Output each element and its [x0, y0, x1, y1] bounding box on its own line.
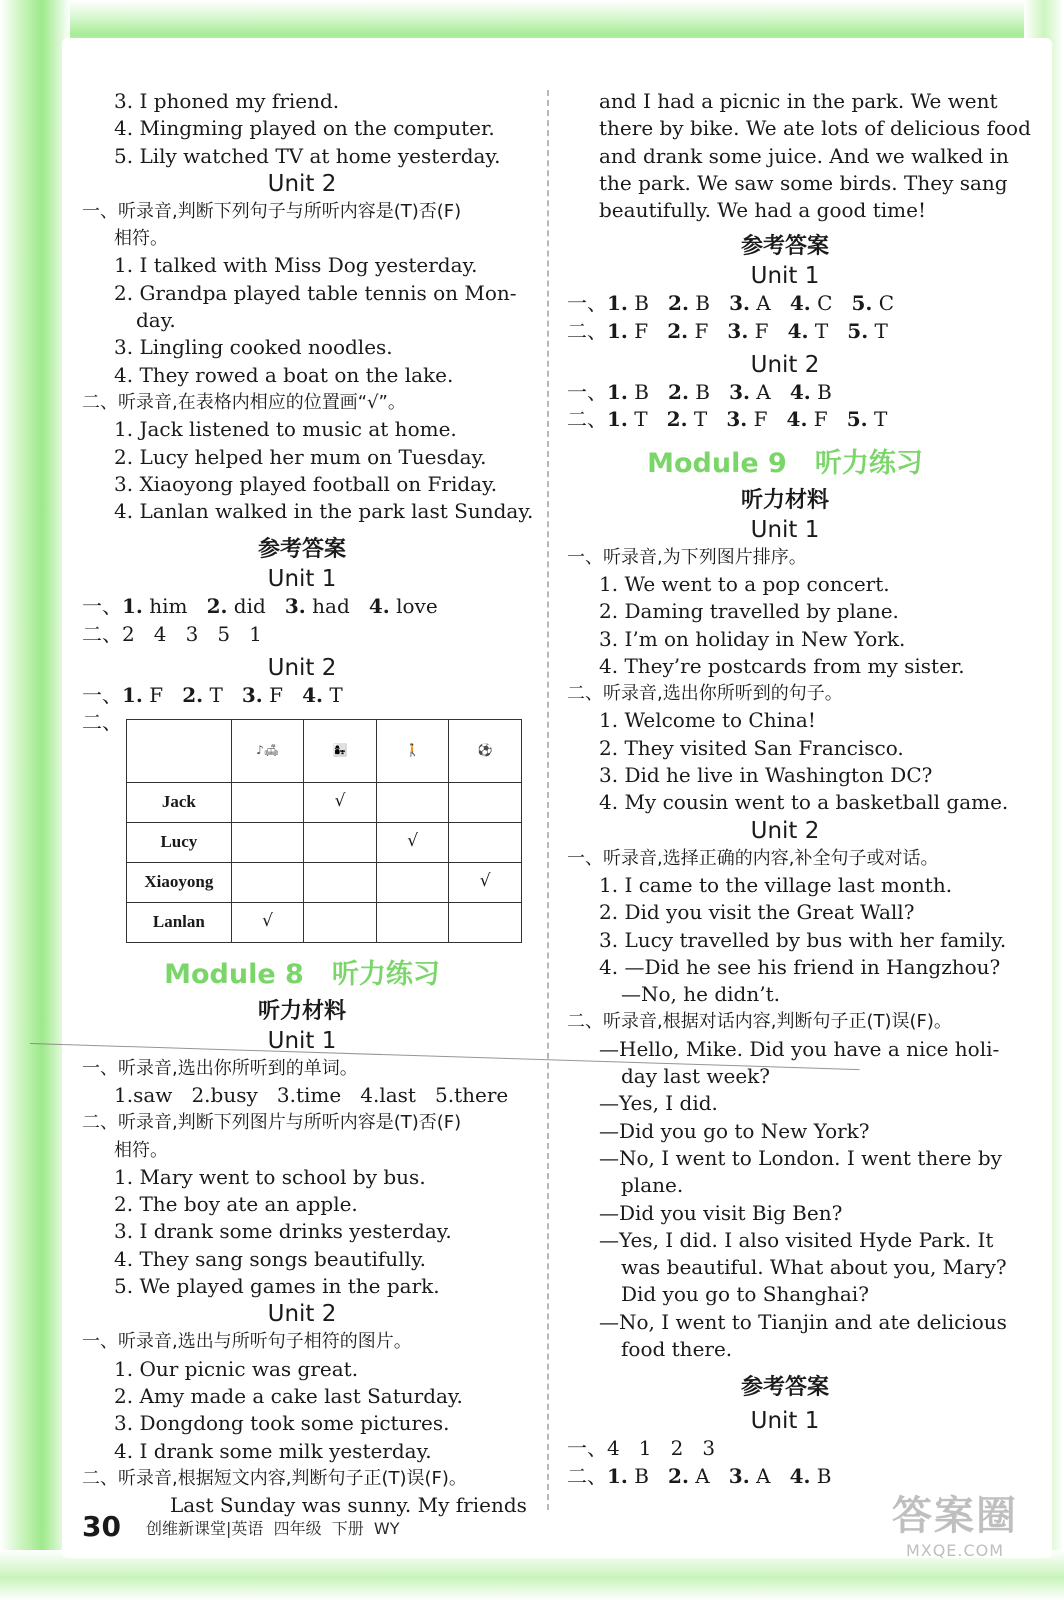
- list-item: 2. Amy made a cake last Saturday.: [114, 1383, 463, 1408]
- answer-number: 1.: [607, 1463, 628, 1488]
- answer-number: 3.: [729, 380, 750, 405]
- answer-value: T: [322, 683, 343, 708]
- list-item: 1. I came to the village last month.: [599, 872, 953, 897]
- section-marker: 一、: [82, 683, 122, 708]
- module-name: Module 8: [164, 958, 304, 990]
- answer-line: 一、4 1 2 3: [567, 1436, 716, 1461]
- answer-value: F: [627, 318, 668, 343]
- module-title: [567, 442, 1003, 486]
- answer-number: 5.: [846, 407, 868, 432]
- answer-value: T: [808, 318, 848, 343]
- answers-heading: 参考答案: [740, 234, 829, 260]
- watermark: [870, 1484, 1040, 1560]
- answer-number: 3.: [726, 407, 748, 432]
- instruction: 二、听录音,判断下列图片与所听内容是(T)否(F): [82, 1112, 462, 1134]
- answer-value: A: [688, 1463, 729, 1488]
- list-item: 4. Lanlan walked in the park last Sunday.: [114, 499, 534, 524]
- answer-value: B: [627, 380, 669, 405]
- answer-value: F: [747, 407, 787, 432]
- answer-number: 4.: [302, 683, 323, 708]
- check-cell: √: [449, 862, 522, 902]
- list-item: 3. Did he live in Washington DC?: [599, 763, 933, 788]
- list-item: 1. Jack listened to music at home.: [114, 417, 457, 442]
- answer-number: 4.: [789, 291, 811, 316]
- row-name: Jack: [127, 782, 232, 822]
- list-item: 4. I drank some milk yesterday.: [114, 1438, 432, 1463]
- check-cell: [231, 862, 304, 902]
- check-cell: √: [376, 822, 449, 862]
- answer-value: T: [687, 407, 727, 432]
- answer-number: 2.: [182, 683, 204, 708]
- page-frame-left: [0, 0, 70, 1600]
- answer-number: 2.: [668, 291, 689, 316]
- answer-value: B: [810, 380, 832, 405]
- dialogue-line: —Yes, I did. I also visited Hyde Park. It: [599, 1227, 994, 1252]
- answer-value: T: [867, 407, 888, 432]
- text-line: 4. Mingming played on the computer.: [114, 116, 495, 141]
- unit-title: Unit 2: [267, 655, 337, 682]
- list-item-cont: day.: [136, 308, 176, 333]
- answer-number: 4.: [368, 594, 390, 619]
- answer-value: A: [749, 1463, 790, 1488]
- answer-number: 1.: [607, 407, 628, 432]
- module-title: [82, 953, 522, 997]
- row-name: Lucy: [127, 822, 232, 862]
- picture-cell: [304, 719, 377, 782]
- unit-title: Unit 1: [267, 1027, 337, 1054]
- picture-cell: [231, 719, 304, 782]
- answer-line: [567, 406, 1003, 433]
- instruction: 一、听录音,为下列图片排序。: [567, 546, 807, 568]
- list-item: 4. They rowed a boat on the lake.: [114, 362, 454, 387]
- text-line: 3. I phoned my friend.: [114, 89, 340, 113]
- list-item: 3. I drank some drinks yesterday.: [114, 1219, 452, 1244]
- list-item: 3. Lucy travelled by bus with her family.: [599, 927, 1007, 952]
- answer-number: 3.: [729, 291, 750, 316]
- answer-value: love: [389, 594, 438, 619]
- row-name: Xiaoyong: [127, 862, 232, 902]
- answer-value: F: [142, 683, 183, 708]
- materials-heading: 听力材料: [740, 487, 829, 513]
- check-cell: [449, 782, 522, 822]
- list-item: 3. Dongdong took some pictures.: [114, 1411, 450, 1436]
- answer-value: did: [227, 594, 285, 619]
- list-item: 3. Lingling cooked noodles.: [114, 335, 393, 360]
- answer-value: B: [688, 380, 730, 405]
- right-column: [567, 88, 1031, 1490]
- section-marker: 一、: [567, 291, 607, 316]
- book-info: 创维新课堂|英语 四年级 下册 WY: [146, 1519, 400, 1538]
- answer-number: 2.: [667, 318, 689, 343]
- instruction: 二、听录音,根据对话内容,判断句子正(T)误(F)。: [567, 1011, 952, 1033]
- list-item: 1. We went to a pop concert.: [599, 571, 890, 596]
- answer-value: A: [749, 380, 790, 405]
- check-cell: [304, 862, 377, 902]
- answer-value: T: [868, 318, 888, 343]
- answer-value: B: [810, 1463, 832, 1488]
- answer-table: [126, 719, 522, 943]
- answer-value: B: [688, 291, 730, 316]
- answer-value: F: [688, 318, 728, 343]
- unit-title: Unit 2: [267, 170, 337, 197]
- picture-cell: [449, 719, 522, 782]
- passage-line: beautifully. We had a good time!: [599, 198, 926, 223]
- unit-title: Unit 2: [750, 352, 820, 379]
- answer-number: 1.: [607, 380, 628, 405]
- unit-title: Unit 1: [267, 566, 337, 593]
- dialogue-line: —Yes, I did.: [599, 1091, 718, 1116]
- list-item-cont: —No, he didn’t.: [621, 982, 780, 1007]
- instruction: 一、听录音,选择正确的内容,补全句子或对话。: [567, 847, 939, 869]
- answer-number: 3.: [728, 1463, 750, 1488]
- answer-line: [567, 379, 1003, 406]
- instruction: 一、听录音,选出你所听到的单词。: [82, 1057, 358, 1079]
- list-item: 4. —Did he see his friend in Hangzhou?: [599, 954, 1001, 979]
- answer-value: F: [807, 407, 847, 432]
- list-item: 2. Daming travelled by plane.: [599, 599, 899, 624]
- check-cell: [376, 862, 449, 902]
- list-item: 2. Lucy helped her mum on Tuesday.: [114, 444, 487, 469]
- answer-line: [82, 682, 522, 709]
- check-cell: [304, 902, 377, 942]
- instruction: 一、听录音,判断下列句子与所听内容是(T)否(F): [82, 200, 462, 222]
- word-list: 1.saw 2.busy 3.time 4.last 5.there: [114, 1082, 509, 1107]
- passage-start: Last Sunday was sunny. My friends: [170, 1493, 527, 1518]
- dialogue-line: was beautiful. What about you, Mary?: [621, 1255, 1007, 1280]
- column-divider: [547, 90, 549, 1510]
- check-cell: √: [231, 902, 304, 942]
- passage-line: and drank some juice. And we walked in: [599, 143, 1009, 168]
- check-cell: [449, 902, 522, 942]
- dialogue-line: plane.: [621, 1173, 684, 1198]
- check-cell: [376, 782, 449, 822]
- dialogue-line: —No, I went to London. I went there by: [599, 1145, 1002, 1170]
- unit-title: Unit 2: [267, 1301, 337, 1328]
- list-item: 2. Grandpa played table tennis on Mon-: [114, 280, 517, 305]
- music-picture-icon: ♪🛋: [256, 743, 279, 758]
- check-cell: [376, 902, 449, 942]
- answer-number: 4.: [786, 407, 808, 432]
- watermark-logo: 答案圈: [892, 1493, 1018, 1539]
- picture-cell: [376, 719, 449, 782]
- list-item: 2. They visited San Francisco.: [599, 735, 904, 760]
- answer-line: 二、: [82, 710, 122, 735]
- instruction-cont: 相符。: [114, 228, 168, 250]
- list-item: 1. I talked with Miss Dog yesterday.: [114, 253, 478, 278]
- answer-value: F: [262, 683, 303, 708]
- answer-value: T: [627, 407, 667, 432]
- list-item: 4. They’re postcards from my sister.: [599, 653, 965, 678]
- check-cell: √: [304, 782, 377, 822]
- section-marker: 一、: [82, 594, 122, 619]
- dialogue-line: —Hello, Mike. Did you have a nice holi-: [599, 1036, 1000, 1061]
- list-item: 1. Welcome to China!: [599, 708, 816, 733]
- answer-number: 2.: [666, 407, 688, 432]
- dialogue-line: —Did you go to New York?: [599, 1118, 870, 1143]
- list-item: 2. The boy ate an apple.: [114, 1192, 358, 1217]
- passage-line: the park. We saw some birds. They sang: [599, 170, 1008, 195]
- instruction-cont: 相符。: [114, 1139, 168, 1161]
- module-subtitle: 听力练习: [331, 958, 440, 990]
- answer-number: 5.: [847, 318, 869, 343]
- text-line: 5. Lily watched TV at home yesterday.: [114, 143, 501, 168]
- list-item: 4. They sang songs beautifully.: [114, 1246, 426, 1271]
- section-marker: 一、: [567, 380, 607, 405]
- dialogue-line: day last week?: [621, 1064, 770, 1089]
- section-marker: 二、: [567, 318, 607, 343]
- unit-title: Unit 1: [750, 516, 820, 543]
- check-cell: [231, 822, 304, 862]
- passage-line: there by bike. We ate lots of delicious food: [599, 116, 1031, 141]
- watermark-url: MXQE.COM: [905, 1541, 1005, 1560]
- answer-number: 2.: [668, 1463, 689, 1488]
- answer-value: C: [872, 291, 895, 316]
- table-row: [127, 862, 522, 902]
- answer-number: 4.: [789, 380, 811, 405]
- answer-line: [567, 290, 1003, 317]
- list-item: 4. My cousin went to a basketball game.: [599, 790, 1009, 815]
- unit-title: Unit 1: [750, 1408, 820, 1435]
- list-item: 3. Xiaoyong played football on Friday.: [114, 471, 498, 496]
- answer-number: 3.: [727, 318, 749, 343]
- answer-number: 3.: [241, 683, 263, 708]
- instruction: 一、听录音,选出与所听句子相符的图片。: [82, 1331, 412, 1353]
- table-row: [127, 822, 522, 862]
- module-name: Module 9: [647, 447, 787, 479]
- unit-title: Unit 1: [750, 263, 820, 290]
- answer-value: A: [749, 291, 790, 316]
- answer-value: T: [203, 683, 242, 708]
- list-item: 2. Did you visit the Great Wall?: [599, 900, 915, 925]
- dialogue-line: —No, I went to Tianjin and ate delicious: [599, 1309, 1007, 1334]
- page-number: 30: [82, 1510, 121, 1543]
- dialogue-line: Did you go to Shanghai?: [621, 1282, 869, 1307]
- left-column: [82, 88, 534, 1519]
- instruction: 二、听录音,根据短文内容,判断句子正(T)误(F)。: [82, 1467, 467, 1489]
- football-picture-icon: ⚽: [477, 743, 493, 758]
- answer-line: [567, 318, 1003, 345]
- list-item: 1. Mary went to school by bus.: [114, 1164, 426, 1189]
- instruction: 二、听录音,在表格内相应的位置画“√”。: [82, 391, 406, 413]
- answer-number: 2.: [668, 380, 689, 405]
- answer-number: 3.: [284, 594, 306, 619]
- answer-number: 5.: [851, 291, 873, 316]
- answer-value: B: [627, 1463, 669, 1488]
- module-subtitle: 听力练习: [814, 447, 923, 479]
- answers-heading: 参考答案: [740, 1375, 829, 1401]
- answer-value: F: [748, 318, 788, 343]
- answer-number: 4.: [789, 1463, 811, 1488]
- answer-number: 1.: [122, 594, 143, 619]
- answer-number: 4.: [787, 318, 809, 343]
- answer-value: B: [627, 291, 669, 316]
- answer-line: 二、2 4 3 5 1: [82, 621, 262, 646]
- section-marker: 二、: [567, 407, 607, 432]
- walking-picture-icon: 🚶: [405, 743, 421, 758]
- answers-heading: 参考答案: [257, 537, 346, 563]
- answer-number: 1.: [607, 318, 628, 343]
- answer-value: had: [305, 594, 369, 619]
- check-cell: [231, 782, 304, 822]
- answer-number: 1.: [607, 291, 628, 316]
- check-cell: [304, 822, 377, 862]
- answer-line: [82, 593, 522, 620]
- materials-heading: 听力材料: [257, 998, 346, 1024]
- section-marker: 二、: [567, 1463, 607, 1488]
- dialogue-line: food there.: [621, 1336, 733, 1361]
- list-item: 1. Our picnic was great.: [114, 1356, 359, 1381]
- helping-mum-picture-icon: 👩‍👧: [332, 743, 348, 758]
- row-name: Lanlan: [127, 902, 232, 942]
- passage-line: and I had a picnic in the park. We went: [599, 89, 998, 113]
- list-item: 3. I’m on holiday in New York.: [599, 626, 906, 651]
- unit-title: Unit 2: [750, 817, 820, 844]
- dialogue-line: —Did you visit Big Ben?: [599, 1200, 843, 1225]
- table-row: [127, 902, 522, 942]
- answer-value: C: [810, 291, 852, 316]
- check-cell: [449, 822, 522, 862]
- list-item: 5. We played games in the park.: [114, 1274, 440, 1299]
- table-corner: [127, 719, 232, 782]
- answer-value: him: [142, 594, 207, 619]
- answer-number: 1.: [122, 683, 143, 708]
- table-row: [127, 782, 522, 822]
- instruction: 二、听录音,选出你所听到的句子。: [567, 683, 843, 705]
- answer-number: 2.: [206, 594, 228, 619]
